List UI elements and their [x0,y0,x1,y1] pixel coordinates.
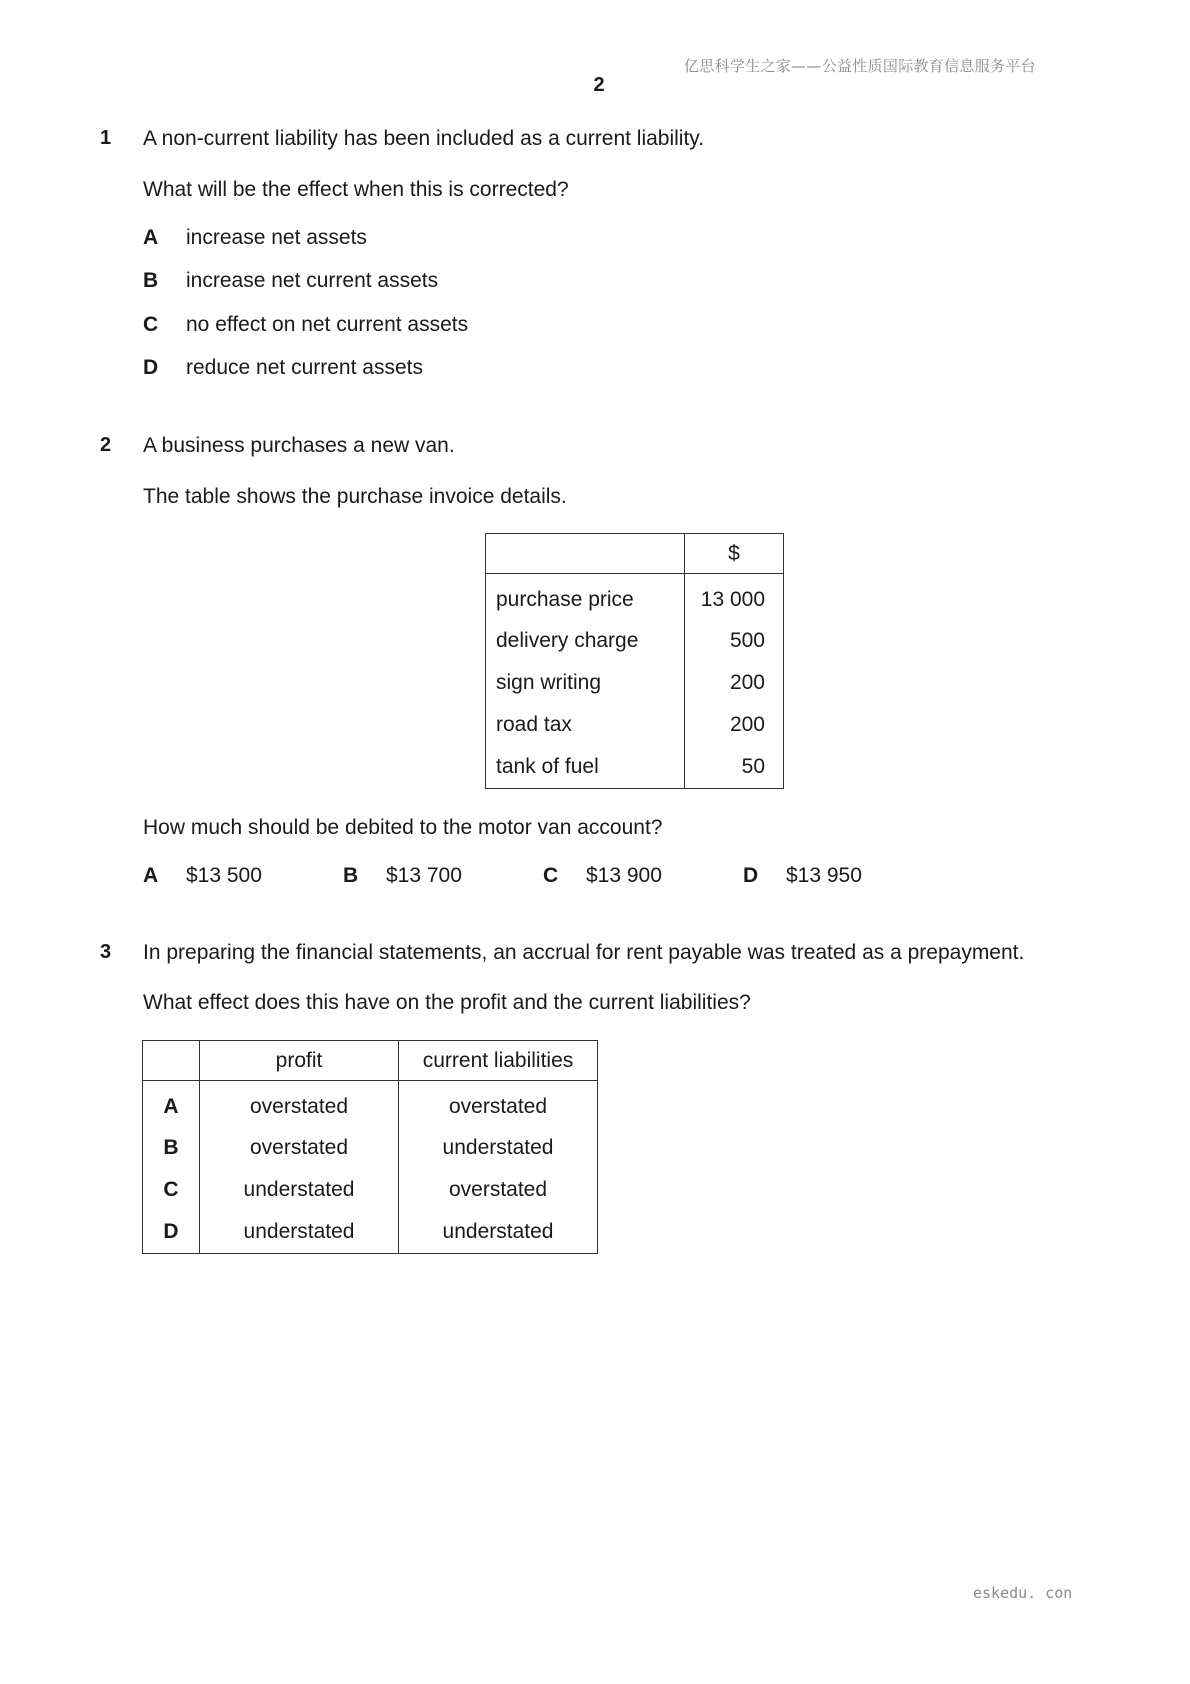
liabilities-cell: overstated [399,1081,598,1128]
invoice-amount: 500 [685,620,784,662]
table-header-blank [143,1041,200,1081]
liabilities-cell: understated [399,1211,598,1254]
question-2-stem: A business purchases a new van. [143,434,455,457]
invoice-table [485,533,784,789]
invoice-item: delivery charge [486,620,685,662]
table-row [143,1211,598,1254]
option-letter: D [743,864,759,887]
page-number: 2 [593,74,605,96]
question-3-number: 3 [100,941,112,963]
invoice-amount: 13 000 [685,574,784,621]
question-1-number: 1 [100,127,112,149]
table-header-row [486,534,784,574]
invoice-item: sign writing [486,662,685,704]
option-letter: B [143,269,159,292]
invoice-amount: 50 [685,746,784,789]
question-3-stem: In preparing the financial statements, an accrual for rent payable was treated as a prepayment. [143,941,1025,964]
option-letter: D [143,1211,200,1254]
option-letter: C [143,313,159,336]
question-1-option-b [143,269,438,293]
question-2-option-b [343,864,462,888]
option-letter: C [543,864,559,887]
watermark-text: 亿思科学生之家——公益性质国际教育信息服务平台 [684,57,1036,75]
liabilities-cell: overstated [399,1169,598,1211]
option-letter: B [343,864,359,887]
invoice-item: tank of fuel [486,746,685,789]
question-2-option-a [143,864,262,888]
invoice-item: purchase price [486,574,685,621]
option-letter: C [143,1169,200,1211]
option-letter: A [143,864,159,887]
table-row [143,1127,598,1169]
question-2-intro: The table shows the purchase invoice details. [143,485,567,508]
question-3-prompt: What effect does this have on the profit and the current liabilities? [143,991,751,1014]
table-row [143,1081,598,1128]
invoice-amount: 200 [685,662,784,704]
option-text: no effect on net current assets [186,313,469,336]
table-row [143,1169,598,1211]
option-text: $13 950 [786,864,862,887]
profit-cell: understated [200,1211,399,1254]
question-2-number: 2 [100,434,112,456]
question-1-prompt: What will be the effect when this is corrected? [143,178,569,201]
question-2-prompt: How much should be debited to the motor van account? [143,816,663,839]
option-text: reduce net current assets [186,356,423,379]
question-1-option-a [143,226,367,250]
table-header-row [143,1041,598,1081]
option-text: $13 900 [586,864,662,887]
table-header-profit: profit [200,1041,399,1081]
table-row [486,704,784,746]
table-header-liabilities: current liabilities [399,1041,598,1081]
option-text: increase net current assets [186,269,439,292]
option-letter: D [143,356,159,379]
question-1-option-c [143,313,468,337]
effect-table [142,1040,598,1254]
liabilities-cell: understated [399,1127,598,1169]
table-header-amount: $ [685,534,784,574]
table-row [486,574,784,621]
table-row [486,662,784,704]
invoice-amount: 200 [685,704,784,746]
option-text: $13 700 [386,864,462,887]
question-1-stem: A non-current liability has been included as a current liability. [143,127,705,150]
profit-cell: overstated [200,1127,399,1169]
profit-cell: overstated [200,1081,399,1128]
option-text: $13 500 [186,864,262,887]
option-letter: A [143,226,159,249]
table-row [486,620,784,662]
table-row [486,746,784,789]
question-2-option-d [743,864,862,888]
footer-text: eskedu. con [973,1584,1073,1602]
profit-cell: understated [200,1169,399,1211]
table-header-item [486,534,685,574]
option-letter: A [143,1081,200,1128]
invoice-item: road tax [486,704,685,746]
question-1-option-d [143,356,423,380]
question-2-option-c [543,864,662,888]
option-text: increase net assets [186,226,367,249]
option-letter: B [143,1127,200,1169]
